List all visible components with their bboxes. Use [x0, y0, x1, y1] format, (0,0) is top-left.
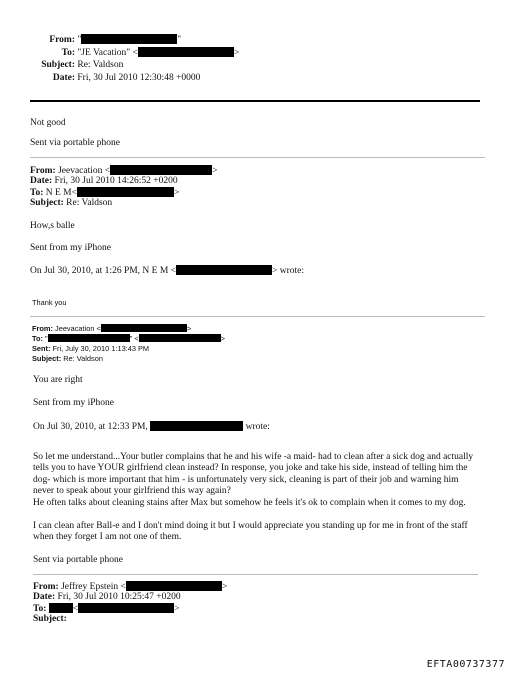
msg6-from-line: [33, 581, 227, 592]
top-to-value-end: >: [233, 48, 240, 58]
separator-line: [30, 316, 485, 317]
msg5-paragraph-3: I can clean after Ball-e and I don't mind doing it but I would appreciate you standing up for me in front of the staff when they forget I am not one of them.: [33, 521, 468, 543]
redaction-block: [176, 265, 272, 275]
redaction-block: [139, 334, 221, 342]
msg4-quote-suffix: wrote:: [245, 422, 270, 432]
msg3-sent-value: Fri, July 30, 2010 1:13:43 PM: [52, 344, 150, 353]
redaction-block: [78, 603, 174, 613]
msg3-to-end: >: [220, 334, 225, 343]
msg4-quote-prefix: On Jul 30, 2010, at 12:33 PM,: [33, 422, 148, 432]
redaction-block: [49, 603, 73, 613]
msg2-body: How,s balle: [30, 221, 75, 231]
msg2-quote-suffix: > wrote:: [272, 266, 305, 276]
msg6-to-mid: <: [72, 604, 79, 614]
redaction-block: [101, 324, 187, 332]
msg6-date-line: [33, 592, 181, 602]
top-date-label: Date:: [52, 73, 75, 83]
msg3-subject-value: Re: Valdson: [63, 354, 103, 363]
msg3-to-value: ": [45, 334, 48, 343]
msg6-from-label: From:: [33, 582, 59, 592]
msg6-to-end: >: [174, 604, 180, 614]
msg2-to-line: [30, 187, 179, 198]
msg2-subject-line: [30, 198, 112, 208]
msg2-date-label: Date:: [30, 176, 53, 186]
msg4-body: You are right: [33, 375, 83, 385]
top-subject-value: Re: Valdson: [77, 60, 124, 70]
redaction-block: [77, 187, 174, 197]
redaction-block: [150, 421, 243, 431]
top-date-value: Fri, 30 Jul 2010 12:30:48 +0000: [77, 73, 201, 83]
msg1-body: Not good: [30, 118, 66, 128]
msg4-signature: Sent from my iPhone: [33, 398, 115, 408]
msg1-signature: Sent via portable phone: [30, 138, 120, 148]
msg2-to-end: >: [173, 188, 180, 198]
msg6-to-line: [33, 603, 179, 614]
msg2-date-value: Fri, 30 Jul 2010 14:26:52 +0200: [54, 176, 178, 186]
header-divider: [30, 100, 480, 102]
redaction-block: [81, 34, 177, 44]
bates-number: EFTA00737377: [426, 659, 505, 670]
msg3-sent-label: Sent:: [32, 344, 51, 353]
top-from-value: ": [77, 35, 82, 45]
msg6-from-value: Jeffrey Epstein <: [61, 582, 126, 592]
msg5-signature: Sent via portable phone: [33, 555, 123, 565]
msg2-quote-line: [30, 265, 304, 276]
msg2-date-line: [30, 176, 178, 186]
msg2-to-value: N E M<: [45, 188, 77, 198]
top-from-value-end: ": [177, 35, 182, 45]
separator-line: [33, 574, 478, 575]
separator-line: [30, 157, 485, 158]
msg3-to-label: To:: [32, 334, 43, 343]
redaction-block: [48, 334, 130, 342]
msg6-to-label: To:: [33, 604, 47, 614]
msg3-subject-line: [32, 354, 103, 363]
top-subject-line: [20, 60, 123, 70]
msg5-paragraph-2: He often talks about cleaning stains after Max but somehow he feels it's ok to complain when it comes to my dog.: [33, 498, 466, 508]
msg4-quote-line: [33, 421, 270, 432]
msg2-signature: Sent from my iPhone: [30, 243, 112, 253]
msg3-body: Thank you: [32, 298, 67, 307]
msg6-date-value: Fri, 30 Jul 2010 10:25:47 +0200: [57, 592, 181, 602]
top-subject-label: Subject:: [41, 60, 75, 70]
msg2-from-end: >: [212, 166, 218, 176]
msg2-subject-value: Re: Valdson: [66, 198, 113, 208]
msg2-from-label: From:: [30, 166, 56, 176]
top-from-label: From:: [49, 35, 75, 45]
msg6-subject-label: Subject:: [33, 614, 67, 624]
top-to-label: To:: [61, 48, 75, 58]
msg3-from-end: >: [186, 324, 192, 333]
redaction-block: [138, 47, 234, 57]
msg6-from-end: >: [221, 582, 228, 592]
redaction-block: [126, 581, 222, 591]
top-to-line: [20, 47, 239, 58]
msg2-to-label: To:: [30, 188, 44, 198]
msg3-to-mid: " <: [129, 334, 139, 343]
msg3-to-line: [32, 334, 225, 343]
msg5-paragraph-1: So let me understand...Your butler complains that he and his wife -a maid- had to clean after a sick dog and actually tells you to have YOUR girlfriend clean instead? In response, you joke and take his side, instead of telling him the dog- which is more important that him - is unfortunately very sick, cleaning is part of their job and warning him never to speak about your girlfriend this way again?: [33, 452, 474, 497]
redaction-block: [110, 165, 212, 175]
msg3-sent-line: [32, 344, 149, 353]
msg2-subject-label: Subject:: [30, 198, 64, 208]
msg6-subject-line: [33, 614, 67, 624]
top-from-line: [20, 34, 181, 45]
msg3-from-line: [32, 324, 191, 333]
msg2-from-line: [30, 165, 217, 176]
msg3-from-value: Jeevacation <: [55, 324, 101, 333]
top-to-value: "JE Vacation" <: [77, 48, 138, 58]
msg2-from-value: Jeevacation <: [58, 166, 111, 176]
msg3-subject-label: Subject:: [32, 354, 62, 363]
msg3-from-label: From:: [32, 324, 53, 333]
top-date-line: [20, 73, 200, 83]
msg2-quote-prefix: On Jul 30, 2010, at 1:26 PM, N E M <: [30, 266, 177, 276]
msg6-date-label: Date:: [33, 592, 56, 602]
